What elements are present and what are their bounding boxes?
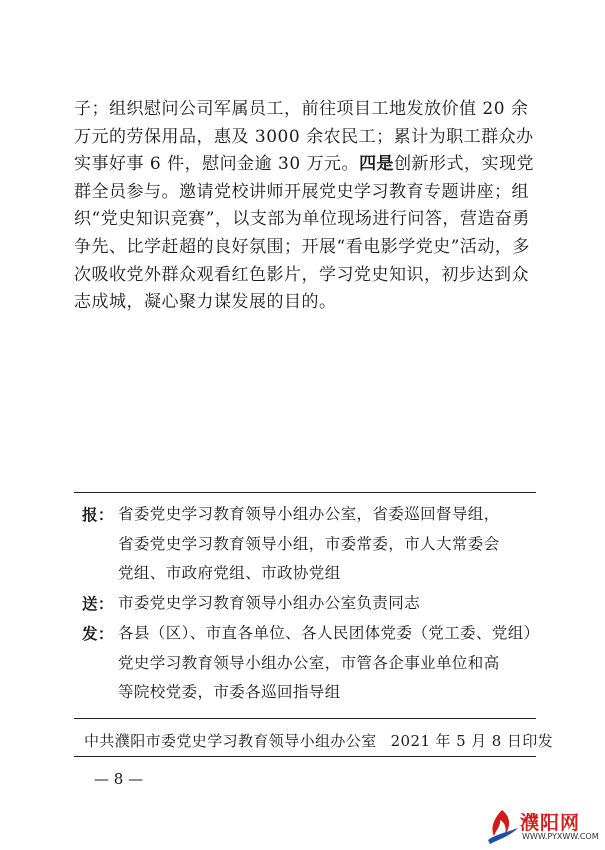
- report-to-label: 报：: [82, 505, 114, 524]
- issue-to-label: 发：: [82, 623, 114, 643]
- site-watermark-logo: [484, 806, 602, 846]
- issue-date: 2021 年 5 月 8 日印发: [390, 732, 554, 750]
- torch-flame-icon: [484, 806, 520, 846]
- issuer-top-rule: [74, 718, 536, 719]
- paragraph-continuation: 子；组织慰问公司军属员工，前往项目工地发放价值 20 余万元的劳保用品，惠及 3000 余农民工；累计为职工群众办实事好事 6 件，慰问金逾 30 万元。: [74, 99, 534, 175]
- send-to-label: 送：: [82, 594, 114, 614]
- report-to-row: [78, 500, 534, 530]
- send-to-text: 市委党史学习教育领导小组办公室负责同志: [118, 594, 421, 613]
- issue-to-line: 等院校党委，市委各巡回指导组: [118, 683, 341, 702]
- distribution-block: [78, 500, 540, 708]
- issue-to-line: 各县（区）、市直各单位、各人民团体党委（党工委、党组）: [118, 623, 540, 642]
- send-to-row: [78, 589, 534, 619]
- issuer-bottom-rule: [74, 756, 536, 757]
- report-to-line: 省委党史学习教育领导小组，市委常委，市人大常委会: [118, 534, 500, 553]
- site-url: WWW.PYXWW.COM: [522, 832, 599, 841]
- report-to-line: 党组、市政府党组、市政协党组: [118, 564, 341, 583]
- body-paragraph: [74, 96, 536, 317]
- distribution-top-rule: [74, 492, 536, 493]
- report-to-line: 省委党史学习教育领导小组办公室，省委巡回督导组，: [118, 505, 500, 523]
- site-name: 濮阳网: [520, 812, 581, 834]
- issuer-name: 中共濮阳市委党史学习教育领导小组办公室: [84, 732, 377, 750]
- issuer-line: [84, 730, 553, 751]
- issue-to-row: [78, 619, 540, 649]
- issue-to-line: 党史学习教育领导小组办公室，市管各企事业单位和高: [118, 653, 500, 672]
- point-four-text: 创新形式，实现党群全员参与。邀请党校讲师开展党史学习教育专题讲座；组织“党史知识竞赛”，以支部为单位现场进行问答，营造奋勇争先、比学赶超的良好氛围；开展“看电影学党史”活动，多次吸收党外群众观看红色影片，学习党史知识，初步达到众志成城，凝心聚力谋发展的目的。: [74, 154, 535, 313]
- page-number: — 8 —: [94, 770, 144, 788]
- point-four-label: 四是: [359, 154, 395, 175]
